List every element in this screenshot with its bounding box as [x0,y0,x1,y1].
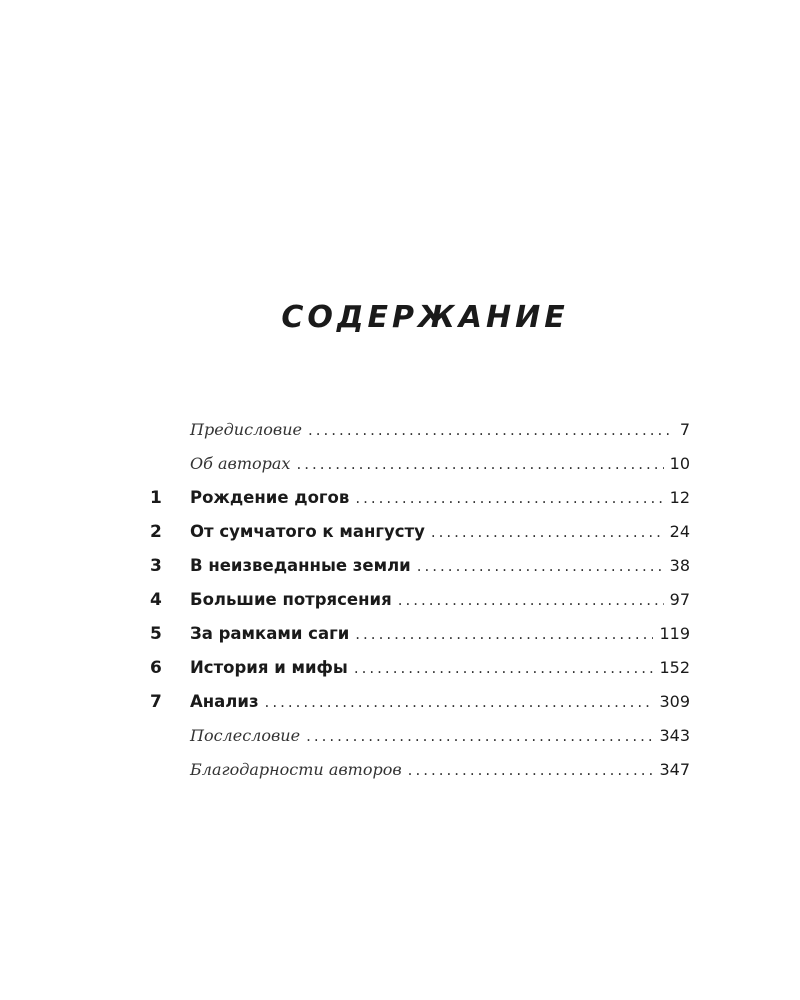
toc-entry [150,522,690,556]
toc-entry-page: 152 [659,658,690,677]
toc-entry-page: 10 [669,454,690,473]
toc-entry-page: 38 [669,556,690,575]
toc-dot-leader [355,489,663,507]
toc-entry [150,420,690,454]
toc-dot-leader [431,523,664,541]
toc-dot-leader [306,727,653,745]
toc-entry-number: 1 [150,488,162,508]
page-title: СОДЕРЖАНИЕ [281,300,569,335]
toc-entry-page: 7 [679,420,690,439]
toc-entry-page: 97 [669,590,690,609]
toc-entry [150,488,690,522]
toc-entry-label: Об авторах [190,454,291,473]
toc-dot-leader [417,557,664,575]
toc-entry [150,624,690,658]
toc-dot-leader [296,455,663,473]
toc-entry-page: 24 [669,522,690,541]
toc-dot-leader [355,625,653,643]
toc-dot-leader [265,693,654,711]
toc-entry [150,556,690,590]
toc-entry-label: Послесловие [190,726,301,745]
toc-entry-page: 347 [659,760,690,779]
toc-entry-label: За рамками саги [190,624,350,643]
toc-entry [150,658,690,692]
toc-dot-leader [308,421,674,439]
toc-entry-page: 309 [659,692,690,711]
toc-dot-leader [354,659,654,677]
toc-entry-page: 12 [669,488,690,507]
toc-entry [150,760,690,794]
toc-entry-label: Благодарности авторов [190,760,402,779]
toc-entry [150,590,690,624]
toc-entry [150,692,690,726]
toc-entry [150,454,690,488]
toc-entry-number: 4 [150,590,162,610]
toc-entry-page: 119 [659,624,690,643]
toc-entry-number: 5 [150,624,162,644]
toc-entry-label: Предисловие [190,420,302,439]
toc-entry-label: В неизведанные земли [190,556,411,575]
toc-entry-label: История и мифы [190,658,348,677]
toc-entry-label: Рождение догов [190,488,350,507]
toc-entry-label: Большие потрясения [190,590,392,609]
toc-entry-label: От сумчатого к мангусту [190,522,425,541]
toc-dot-leader [398,591,664,609]
toc-dot-leader [408,761,654,779]
toc-entry-number: 2 [150,522,162,542]
toc-entry [150,726,690,760]
toc-entry-label: Анализ [190,692,259,711]
toc-entry-number: 7 [150,692,162,712]
toc-entry-number: 6 [150,658,162,678]
toc-entry-number: 3 [150,556,162,576]
toc-entry-page: 343 [659,726,690,745]
